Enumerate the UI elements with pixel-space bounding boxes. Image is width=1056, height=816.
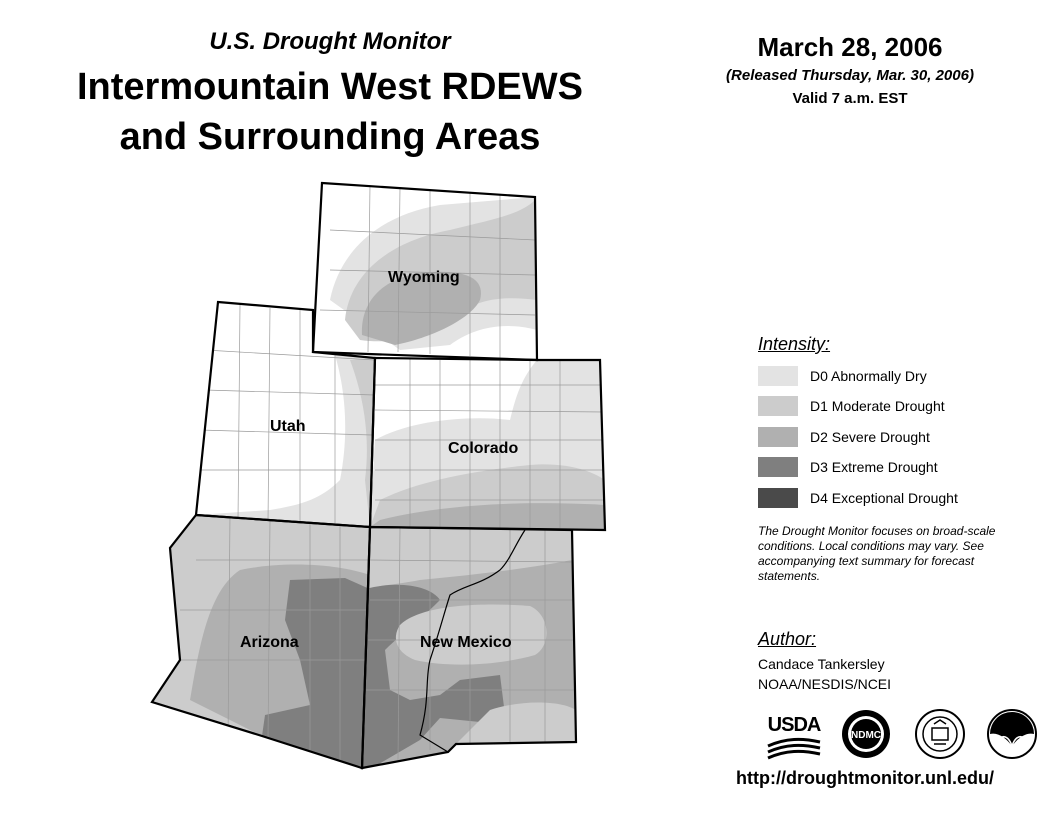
commerce-seal	[914, 708, 966, 760]
legend-heading: Intensity:	[758, 334, 831, 354]
legend-item-d0	[758, 366, 1018, 388]
noaa-logo	[986, 708, 1038, 760]
legend-item-d4	[758, 488, 1018, 510]
disclaimer-note: The Drought Monitor focuses on broad-scale conditions. Local conditions may vary. See accompanying text summary for forecast statements.	[758, 524, 996, 583]
author-heading: Author:	[758, 629, 817, 649]
state-label-utah: Utah	[270, 418, 306, 435]
state-label-wyoming: Wyoming	[388, 269, 460, 286]
map-date: March 28, 2006	[757, 32, 943, 62]
state-label-new-mexico: New Mexico	[420, 634, 512, 651]
usda-logo-swoosh	[766, 708, 822, 760]
legend-label-d4: D4 Exceptional Drought	[810, 490, 958, 506]
ndmc-logo	[840, 708, 892, 760]
usda-logo	[766, 708, 822, 760]
legend-item-d1	[758, 396, 1018, 418]
author-name: Candace Tankersley	[758, 656, 885, 672]
legend-swatch-d4	[758, 488, 798, 508]
map-title-line-2: and Surrounding Areas	[119, 116, 541, 158]
ndmc-logo-text: NDMC	[851, 730, 881, 741]
legend-label-d0: D0 Abnormally Dry	[810, 368, 927, 384]
legend-label-d1: D1 Moderate Drought	[810, 398, 945, 414]
legend-swatch-d0	[758, 366, 798, 386]
legend-swatch-d1	[758, 396, 798, 416]
map-title-line-1: Intermountain West RDEWS	[77, 66, 583, 108]
legend-item-d3	[758, 457, 1018, 479]
valid-time: Valid 7 a.m. EST	[792, 90, 908, 107]
usda-logo-text: USDA	[767, 714, 821, 736]
legend-label-d2: D2 Severe Drought	[810, 429, 930, 445]
legend-label-d3: D3 Extreme Drought	[810, 459, 938, 475]
map-subtitle: U.S. Drought Monitor	[209, 28, 451, 55]
state-label-arizona: Arizona	[240, 634, 299, 651]
drought-map	[140, 178, 620, 778]
legend-swatch-d2	[758, 427, 798, 447]
legend-item-d2	[758, 427, 1018, 449]
release-date: (Released Thursday, Mar. 30, 2006)	[726, 67, 974, 84]
author-organization: NOAA/NESDIS/NCEI	[758, 676, 892, 692]
state-label-colorado: Colorado	[448, 440, 519, 457]
legend-swatch-d3	[758, 457, 798, 477]
website-url[interactable]: http://droughtmonitor.unl.edu/	[736, 768, 994, 788]
